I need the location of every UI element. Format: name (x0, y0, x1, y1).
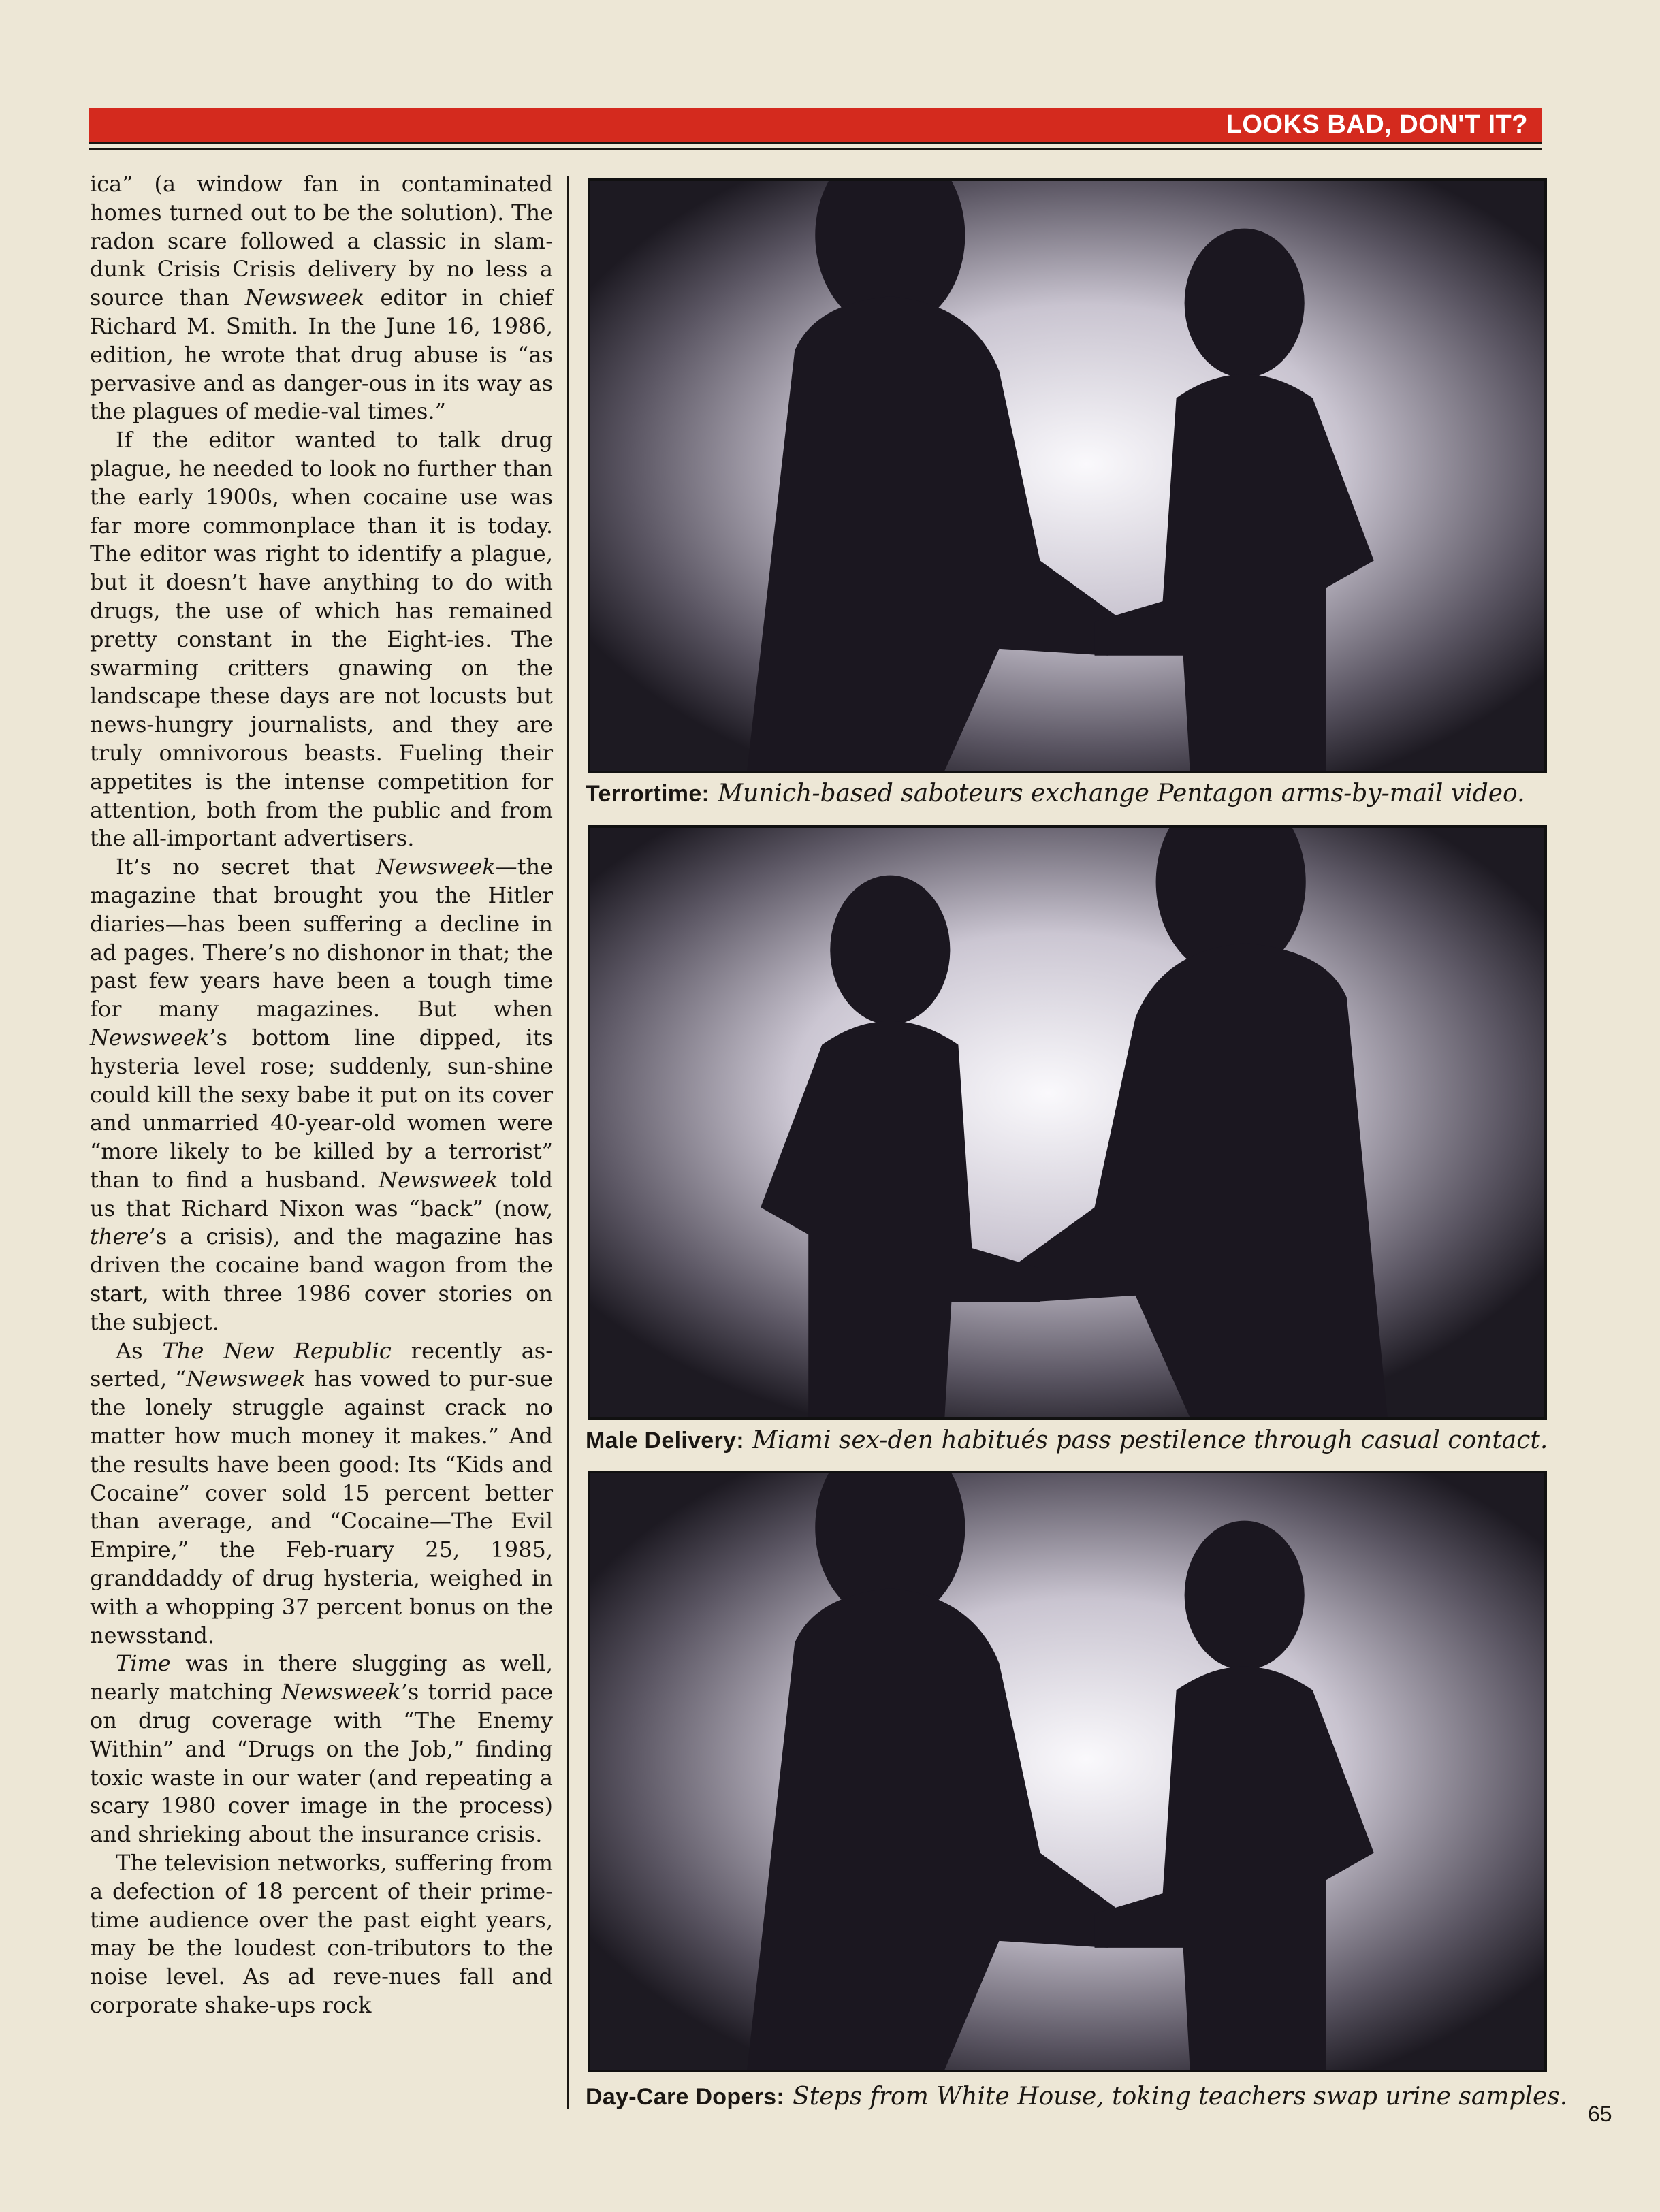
article-paragraph (90, 426, 553, 853)
section-title: LOOKS BAD, DON'T IT? (1226, 110, 1528, 139)
caption-label: Day-Care Dopers: (586, 2084, 785, 2110)
article-column (90, 170, 553, 2020)
body-text: ’s torrid pace on drug coverage with “The Enemy Within” and “Drugs on the Job,” finding toxic waste in our water (and repeating a scary 1980 cover image in the process) and shrieking about the insurance crisis. (90, 1679, 554, 1848)
body-text: has vowed to pur-sue the lonely struggle against crack no matter how much money it makes.” And the results have been good: Its “Kids and Cocaine” cover sold 15 percent better than average, and “Cocaine—The Evil Empire,” the Feb-ruary 25, 1985, granddaddy of drug hysteria, weighed in with a whopping 37 percent bonus on the newsstand. (90, 1366, 554, 1648)
body-text: —the magazine that brought you the Hitler diaries—has been suffering a decline in ad pages. There’s no dishonor in that; the past few years have been a tough time for many magazines. But when (90, 854, 553, 1023)
article-paragraph (90, 170, 553, 426)
caption-day-care-dopers (586, 2081, 1568, 2112)
caption-male-delivery (586, 1424, 1552, 1456)
photo-day-care-dopers (588, 1471, 1547, 2072)
body-text: ’s bottom line dipped, its hysteria level rose; suddenly, sun-shine could kill the sexy babe it put on its cover and unmarried 40-year-old women were “more likely to be killed by a terrorist” than to find a husband. (90, 1024, 553, 1193)
body-text: The television networks, suffering from a defection of 18 percent of their prime-time audience over the past eight years, may be the loudest con-tributors to the noise level. As ad reve-nues fall and corporate shake-ups rock (90, 1850, 553, 2018)
section-header-bar (89, 108, 1542, 144)
body-text: ica” (a window fan in contaminated homes turned out to be the solution). The radon scare followed a classic in slam-dunk Crisis Crisis delivery by no less a source than (90, 171, 553, 311)
body-text: If the editor wanted to talk drug plague, he needed to look no further than the early 1900s, when cocaine use was far more commonplace than it is today. The editor was right to identify a plague, but it doesn’t have anything to do with drugs, the use of which has remained pretty constant in the Eight-ies. The swarming critters gnawing on the landscape these days are not locusts but news-hungry journalists, and they are truly omnivorous beasts. Fueling their appetites is the intense competition for attention, both from the public and from the all-important advertisers. (90, 427, 553, 852)
body-text: ’s a crisis), and the magazine has driven the cocaine band wagon from the start, with three 1986 cover stories on the subject. (90, 1223, 553, 1335)
caption-label: Male Delivery: (586, 1428, 744, 1454)
body-text: It’s no secret that (116, 854, 377, 880)
body-text: recently as-serted, “ (90, 1337, 554, 1392)
article-paragraph (90, 853, 553, 1337)
photo-male-delivery-image (590, 828, 1544, 1417)
caption-terrortime (586, 778, 1552, 809)
italic-title: Newsweek (186, 1366, 306, 1392)
body-text: editor in chief Richard M. Smith. In the June 16, 1986, edition, he wrote that drug abuse is “as pervasive and as danger-ous in its way as the plagues of medie-val times.” (90, 285, 554, 425)
italic-title: Newsweek (376, 854, 496, 880)
body-text: was in there slugging as well, nearly matching (90, 1650, 553, 1705)
italic-title: Newsweek (281, 1679, 401, 1705)
photo-terrortime (588, 178, 1547, 773)
body-text: As (116, 1337, 163, 1364)
italic-title: there (90, 1223, 149, 1250)
caption-text: Munich-based saboteurs exchange Pentagon arms-by-mail video. (718, 780, 1525, 807)
header-rule (89, 148, 1542, 150)
article-paragraph (90, 1337, 553, 1650)
photo-male-delivery (588, 825, 1547, 1420)
italic-title: Newsweek (379, 1166, 498, 1193)
caption-text: Steps from White House, toking teachers swap urine samples. (793, 2083, 1568, 2111)
page-number: 65 (1588, 2102, 1612, 2126)
photo-day-care-dopers-image (590, 1473, 1544, 2070)
body-text: told us that Richard Nixon was “back” (now, (90, 1166, 554, 1221)
column-divider (567, 176, 569, 2109)
article-paragraph (90, 1849, 553, 2020)
caption-text: Miami sex-den habitués pass pestilence through casual contact. (752, 1426, 1548, 1454)
italic-title: The New Republic (162, 1337, 392, 1364)
italic-title: Newsweek (244, 285, 365, 311)
article-paragraph (90, 1650, 553, 1849)
photo-terrortime-image (590, 181, 1544, 771)
italic-title: Time (116, 1650, 171, 1677)
caption-label: Terrortime: (586, 781, 710, 807)
italic-title: Newsweek (90, 1024, 210, 1051)
